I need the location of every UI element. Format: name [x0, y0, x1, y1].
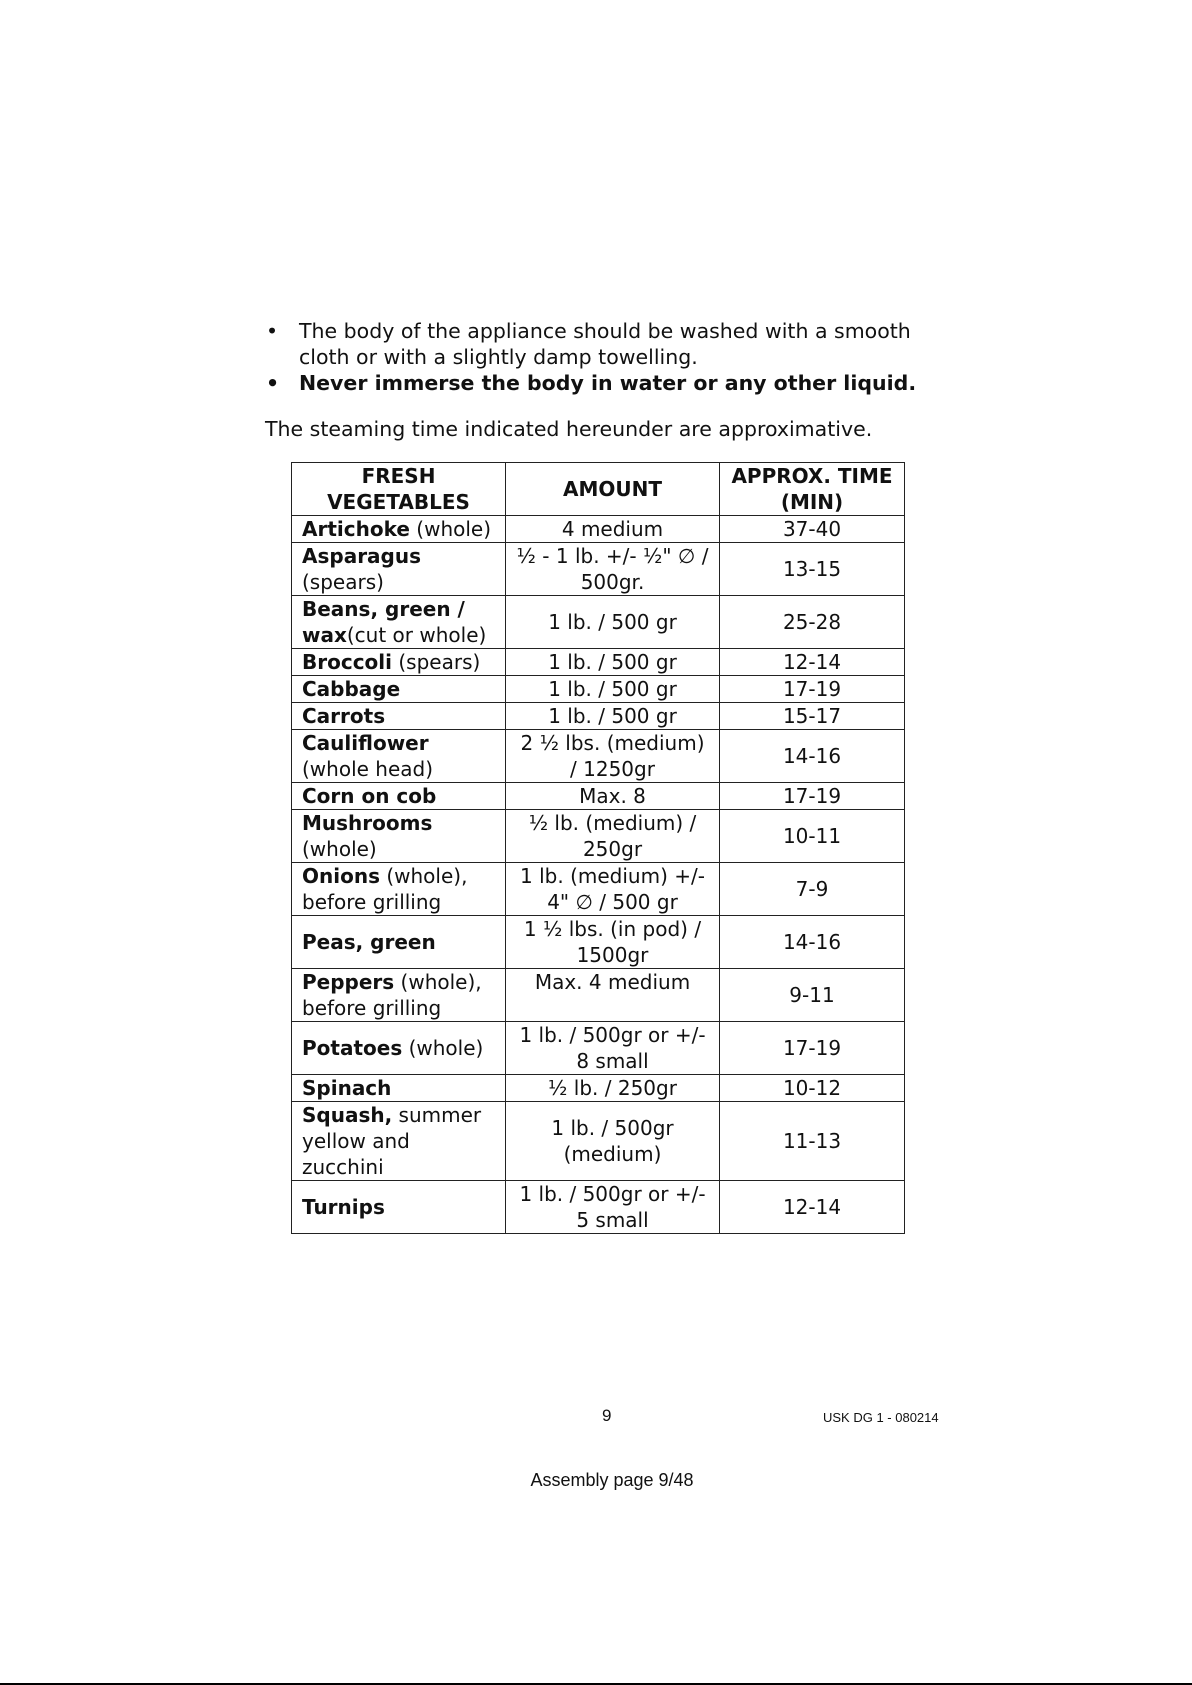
vegetable-name: Peas, green	[302, 930, 436, 954]
table-row	[292, 596, 905, 649]
time-cell: 25-28	[720, 596, 905, 649]
vegetable-detail: (whole head)	[302, 757, 434, 781]
vegetable-detail: (spears)	[302, 570, 384, 594]
vegetable-cell	[292, 516, 506, 543]
vegetable-detail: (whole), before grilling	[302, 864, 468, 914]
vegetable-cell	[292, 676, 506, 703]
assembly-page: Assembly page 9/48	[530, 1470, 694, 1490]
vegetable-cell	[292, 543, 506, 596]
time-cell: 12-14	[720, 1181, 905, 1234]
header-amount: AMOUNT	[506, 463, 720, 516]
vegetable-detail: (whole)	[409, 517, 492, 541]
amount-cell: 1 lb. / 500gr or +/- 5 small	[506, 1181, 720, 1234]
vegetable-cell	[292, 810, 506, 863]
amount-cell: 1 ½ lbs. (in pod) / 1500gr	[506, 916, 720, 969]
vegetable-name: Potatoes	[302, 1036, 403, 1060]
table-row	[292, 676, 905, 703]
care-warning-text: Never immerse the body in water or any other liquid.	[299, 371, 917, 395]
header-approx-time: APPROX. TIME (MIN)	[720, 463, 905, 516]
time-cell: 13-15	[720, 543, 905, 596]
time-cell: 10-11	[720, 810, 905, 863]
vegetable-cell	[292, 969, 506, 1022]
vegetable-detail: (whole)	[302, 837, 377, 861]
vegetable-name: Asparagus	[302, 544, 422, 568]
vegetable-name: Peppers	[302, 970, 395, 994]
bullet-marker: •	[266, 319, 279, 343]
vegetable-name: Onions	[302, 864, 380, 888]
steaming-time-table	[291, 462, 905, 1234]
table-row	[292, 1102, 905, 1181]
time-cell: 10-12	[720, 1075, 905, 1102]
time-cell: 12-14	[720, 649, 905, 676]
table-row	[292, 543, 905, 596]
vegetable-cell	[292, 703, 506, 730]
amount-cell: Max. 8	[506, 783, 720, 810]
intro-text: The steaming time indicated hereunder are approximative.	[265, 417, 873, 441]
vegetable-name: Squash,	[302, 1103, 393, 1127]
table-row	[292, 916, 905, 969]
table-row	[292, 516, 905, 543]
vegetable-cell	[292, 1102, 506, 1181]
table-row	[292, 703, 905, 730]
table-body	[292, 516, 905, 1234]
vegetable-detail: (cut or whole)	[346, 623, 487, 647]
vegetable-detail: summer yellow and zucchini	[302, 1103, 482, 1179]
vegetable-name: Beans, green / wax	[302, 597, 465, 647]
vegetable-cell	[292, 730, 506, 783]
amount-cell: 1 lb. / 500 gr	[506, 676, 720, 703]
vegetable-name: Turnips	[302, 1195, 385, 1219]
amount-cell: ½ lb. (medium) / 250gr	[506, 810, 720, 863]
vegetable-cell	[292, 863, 506, 916]
amount-cell: Max. 4 medium	[506, 969, 720, 1022]
table-row	[292, 1022, 905, 1075]
vegetable-cell	[292, 649, 506, 676]
vegetable-detail: (whole)	[402, 1036, 484, 1060]
page-number: 9	[602, 1406, 612, 1425]
table-row	[292, 649, 905, 676]
table-row	[292, 863, 905, 916]
care-instructions	[265, 318, 925, 396]
vegetable-cell	[292, 596, 506, 649]
amount-cell: 1 lb. (medium) +/- 4" ∅ / 500 gr	[506, 863, 720, 916]
vegetable-cell	[292, 1181, 506, 1234]
vegetable-cell	[292, 783, 506, 810]
amount-cell: 1 lb. / 500 gr	[506, 703, 720, 730]
vegetable-detail: (whole), before grilling	[302, 970, 482, 1020]
vegetable-cell	[292, 1075, 506, 1102]
vegetable-name: Broccoli	[302, 650, 393, 674]
time-cell: 17-19	[720, 783, 905, 810]
time-cell: 15-17	[720, 703, 905, 730]
time-cell: 11-13	[720, 1102, 905, 1181]
amount-cell: 4 medium	[506, 516, 720, 543]
table-row	[292, 730, 905, 783]
bullet-marker: •	[266, 371, 280, 395]
care-instruction-text: The body of the appliance should be washed with a smooth cloth or with a slightly damp towelling.	[299, 319, 911, 369]
time-cell: 17-19	[720, 1022, 905, 1075]
amount-cell: 1 lb. / 500gr (medium)	[506, 1102, 720, 1181]
table-header-row	[292, 463, 905, 516]
vegetable-name: Cauliflower	[302, 731, 429, 755]
table-row	[292, 783, 905, 810]
table-row	[292, 1075, 905, 1102]
table-row	[292, 1181, 905, 1234]
amount-cell: 1 lb. / 500 gr	[506, 596, 720, 649]
vegetable-cell	[292, 1022, 506, 1075]
vegetable-cell	[292, 916, 506, 969]
document-code: USK DG 1 - 080214	[823, 1410, 939, 1425]
time-cell: 14-16	[720, 916, 905, 969]
time-cell: 14-16	[720, 730, 905, 783]
amount-cell: 1 lb. / 500gr or +/- 8 small	[506, 1022, 720, 1075]
vegetable-name: Spinach	[302, 1076, 392, 1100]
care-warning	[265, 370, 925, 396]
time-cell: 37-40	[720, 516, 905, 543]
care-instruction	[265, 318, 925, 370]
table-row	[292, 969, 905, 1022]
amount-cell: ½ lb. / 250gr	[506, 1075, 720, 1102]
time-cell: 17-19	[720, 676, 905, 703]
vegetable-name: Cabbage	[302, 677, 401, 701]
header-fresh-vegetables: FRESH VEGETABLES	[292, 463, 506, 516]
vegetable-name: Mushrooms	[302, 811, 433, 835]
amount-cell: ½ - 1 lb. +/- ½" ∅ / 500gr.	[506, 543, 720, 596]
vegetable-name: Artichoke	[302, 517, 410, 541]
amount-cell: 2 ½ lbs. (medium) / 1250gr	[506, 730, 720, 783]
vegetable-name: Carrots	[302, 704, 386, 728]
amount-cell: 1 lb. / 500 gr	[506, 649, 720, 676]
vegetable-detail: (spears)	[392, 650, 481, 674]
time-cell: 9-11	[720, 969, 905, 1022]
vegetable-name: Corn on cob	[302, 784, 437, 808]
table-row	[292, 810, 905, 863]
time-cell: 7-9	[720, 863, 905, 916]
